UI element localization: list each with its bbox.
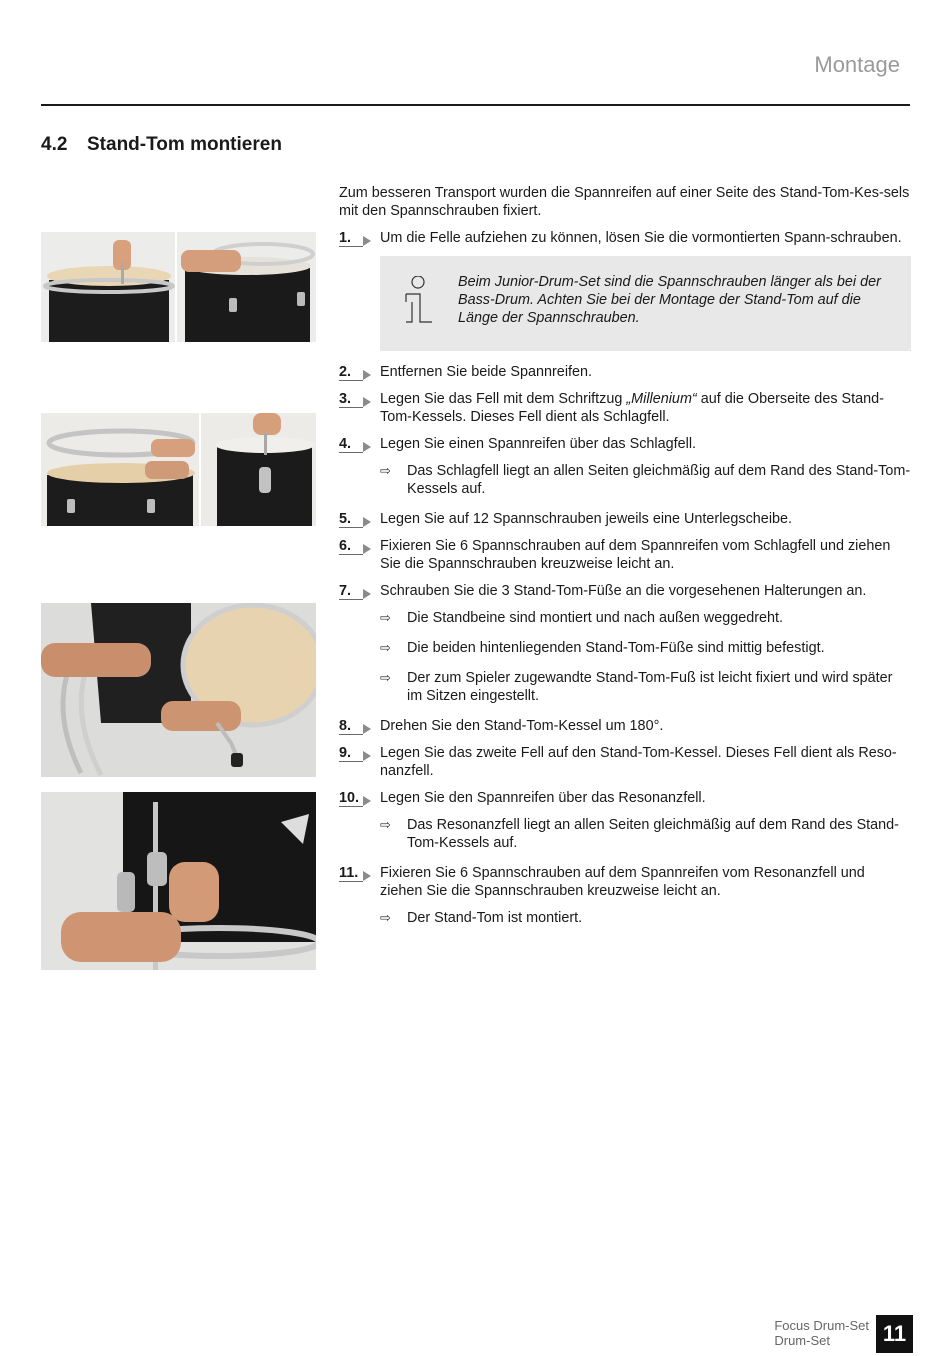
- result-text: Das Resonanzfell liegt an allen Seiten gleichmäßig auf dem Rand des Stand-Tom-Kessels auf.: [407, 817, 899, 851]
- step-number: 11.: [339, 864, 375, 882]
- step-number: 5.: [339, 510, 375, 528]
- step-arrow-icon: [363, 370, 371, 380]
- brand-name: „Millenium“: [626, 391, 697, 407]
- step-arrow-icon: [363, 517, 371, 527]
- step-number: 4.: [339, 435, 375, 453]
- result-arrow-icon: ⇨: [380, 640, 391, 655]
- step-text: Legen Sie einen Spannreifen über das Schlagfell.: [380, 436, 697, 452]
- step-10: [339, 789, 911, 807]
- photo-loosening-screws: [41, 232, 316, 342]
- step-3: [339, 390, 911, 426]
- step-number: 9.: [339, 744, 375, 762]
- step-7-result-1: [339, 609, 911, 627]
- section-number: 4.2: [41, 134, 68, 155]
- step-7-result-2: [339, 639, 911, 657]
- result-text: Der zum Spieler zugewandte Stand-Tom-Fuß ist leicht fixiert und wird später im Sitzen eingestellt.: [407, 670, 893, 704]
- step-arrow-icon: [363, 544, 371, 554]
- step-arrow-icon: [363, 796, 371, 806]
- result-text: Die beiden hintenliegenden Stand-Tom-Füße sind mittig befestigt.: [407, 640, 825, 656]
- page-number: 11: [876, 1315, 913, 1353]
- step-10-result: [339, 816, 911, 852]
- step-arrow-icon: [363, 442, 371, 452]
- step-arrow-icon: [363, 397, 371, 407]
- step-11: [339, 864, 911, 900]
- step-7: [339, 582, 911, 600]
- result-arrow-icon: ⇨: [380, 463, 391, 478]
- step-9: [339, 744, 911, 780]
- step-number: 10.: [339, 789, 375, 807]
- step-7-result-3: [339, 669, 911, 705]
- section-title: Stand-Tom montieren: [87, 134, 282, 155]
- step-8: [339, 717, 911, 735]
- note-text: Beim Junior-Drum-Set sind die Spannschrauben länger als bei der Bass-Drum. Achten Sie bei der Montage der Stand-Tom auf die Länge der Spannschrauben.: [458, 274, 881, 326]
- step-text: Fixieren Sie 6 Spannschrauben auf dem Spannreifen vom Resonanzfell und ziehen Sie die Spannschrauben kreuzweise leicht an.: [380, 865, 865, 899]
- step-arrow-icon: [363, 724, 371, 734]
- result-text: Die Standbeine sind montiert und nach außen weggedreht.: [407, 610, 784, 626]
- step-text: Um die Felle aufziehen zu können, lösen Sie die vormontierten Spann-schrauben.: [380, 230, 902, 246]
- step-arrow-icon: [363, 871, 371, 881]
- result-arrow-icon: ⇨: [380, 910, 391, 925]
- info-icon: [404, 276, 434, 331]
- step-text: Legen Sie den Spannreifen über das Resonanzfell.: [380, 790, 706, 806]
- step-4-result: [339, 462, 911, 498]
- step-6: [339, 537, 911, 573]
- step-text: Legen Sie das zweite Fell auf den Stand-Tom-Kessel. Dieses Fell dient als Reso-nanzfell.: [380, 745, 897, 779]
- step-number: 6.: [339, 537, 375, 555]
- step-text: Legen Sie auf 12 Spannschrauben jeweils eine Unterlegscheibe.: [380, 511, 793, 527]
- step-arrow-icon: [363, 751, 371, 761]
- step-1: [339, 229, 911, 247]
- step-text: Entfernen Sie beide Spannreifen.: [380, 364, 593, 380]
- result-arrow-icon: ⇨: [380, 817, 391, 832]
- footer-line-1: Focus Drum-Set: [774, 1318, 869, 1333]
- result-arrow-icon: ⇨: [380, 670, 391, 685]
- intro-paragraph: Zum besseren Transport wurden die Spannreifen auf einer Seite des Stand-Tom-Kes-sels mit den Spannschrauben fixiert.: [339, 185, 910, 219]
- step-number: 8.: [339, 717, 375, 735]
- step-arrow-icon: [363, 236, 371, 246]
- info-note: [380, 256, 911, 351]
- step-text: Schrauben Sie die 3 Stand-Tom-Füße an die vorgesehenen Halterungen an.: [380, 583, 867, 599]
- result-text: Das Schlagfell liegt an allen Seiten gleichmäßig auf dem Rand des Stand-Tom-Kessels auf.: [407, 463, 911, 497]
- step-5: [339, 510, 911, 528]
- instructions: [339, 184, 911, 939]
- step-number: 1.: [339, 229, 375, 247]
- step-text: Drehen Sie den Stand-Tom-Kessel um 180°.: [380, 718, 664, 734]
- step-text: Legen Sie das Fell mit dem Schriftzug „Millenium“ auf die Oberseite des Stand-Tom-Kessels. Dieses Fell dient als Schlagfell.: [380, 391, 884, 425]
- photo-placing-drumhead: [41, 413, 316, 526]
- step-2: [339, 363, 911, 381]
- result-arrow-icon: ⇨: [380, 610, 391, 625]
- step-number: 3.: [339, 390, 375, 408]
- step-number: 7.: [339, 582, 375, 600]
- photo-attaching-legs: [41, 603, 316, 777]
- page-header-title: Montage: [814, 52, 900, 77]
- section-heading: [41, 134, 282, 156]
- step-text: Fixieren Sie 6 Spannschrauben auf dem Spannreifen vom Schlagfell und ziehen Sie die Spannschrauben kreuzweise leicht an.: [380, 538, 891, 572]
- step-number: 2.: [339, 363, 375, 381]
- step-4: [339, 435, 911, 453]
- footer-line-2: Drum-Set: [774, 1333, 830, 1348]
- step-arrow-icon: [363, 589, 371, 599]
- header-rule: [41, 104, 910, 106]
- result-text: Der Stand-Tom ist montiert.: [407, 910, 583, 926]
- step-11-result: [339, 909, 911, 927]
- footer-product: [774, 1318, 869, 1348]
- photo-tightening-screws: [41, 792, 316, 970]
